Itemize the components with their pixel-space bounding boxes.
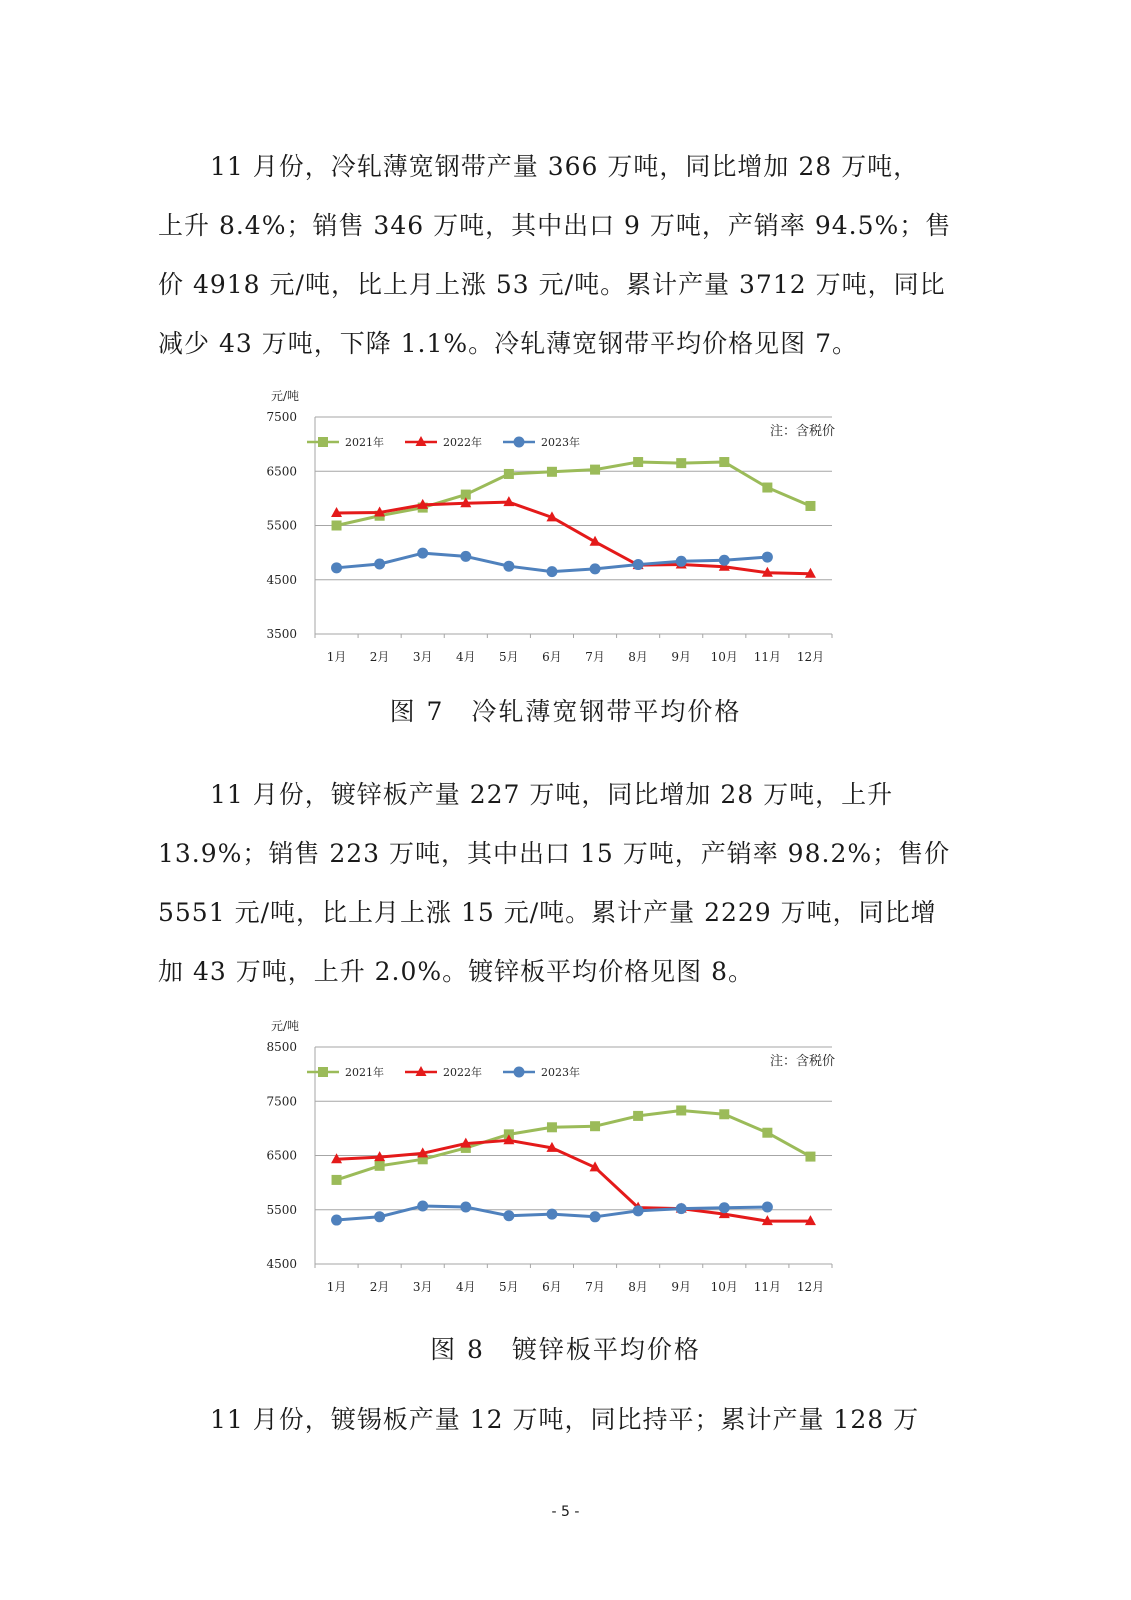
data-point [503,561,514,572]
data-point [590,563,601,574]
legend-label: 2021年 [345,1066,384,1079]
paragraph-galvanized [158,765,970,1001]
x-tick-label: 6月 [542,650,562,664]
paragraph-line: 价 4918 元/吨，比上月上涨 53 元/吨。累计产量 3712 万吨，同比 [158,270,946,299]
data-point [633,457,643,467]
data-point [762,1128,772,1138]
x-tick-label: 8月 [628,650,648,664]
data-point [460,551,471,562]
paragraph-line: 5551 元/吨，比上月上涨 15 元/吨。累计产量 2229 万吨，同比增 [158,898,937,927]
y-tick-label: 4500 [266,572,297,587]
y-tick-label: 3500 [266,627,297,641]
y-tick-label: 7500 [266,1094,297,1109]
data-point [676,1105,686,1115]
paragraph-line: 11 月份，镀锌板产量 227 万吨，同比增加 28 万吨，上升 [210,780,894,809]
data-point [762,1201,773,1212]
legend-label: 2023年 [541,436,580,449]
data-point [546,566,557,577]
data-point [375,1161,385,1171]
paragraph-line: 加 43 万吨，上升 2.0%。镀锌板平均价格见图 8。 [158,957,755,986]
x-tick-label: 6月 [542,1280,562,1294]
paragraph-tinplate [158,1390,970,1449]
data-point [762,483,772,493]
data-point [719,1109,729,1119]
legend-label: 2022年 [443,1066,482,1079]
x-tick-label: 7月 [585,650,605,664]
y-tick-label: 5500 [266,518,297,533]
legend-marker [318,437,328,447]
data-point [331,1215,342,1226]
data-point [374,1211,385,1222]
chart-note: 注：含税价 [769,1054,835,1069]
legend-item [503,1065,580,1079]
data-point [719,555,730,566]
data-point [547,467,557,477]
data-point [547,1122,557,1132]
data-point [374,559,385,570]
legend-item [503,435,580,449]
x-tick-label: 5月 [499,1280,519,1294]
y-tick-label: 5500 [266,1202,297,1217]
x-tick-label: 9月 [671,1280,692,1294]
data-point [460,1202,471,1213]
data-point [805,501,815,511]
data-point [331,562,342,573]
series-2021年 [332,457,816,530]
x-tick-label: 11月 [753,1280,782,1294]
data-point [633,1111,643,1121]
paragraph-line: 减少 43 万吨，下降 1.1%。冷轧薄宽钢带平均价格见图 7。 [158,329,859,358]
legend-item [405,1065,482,1079]
paragraph-line: 13.9%；销售 223 万吨，其中出口 15 万吨，产销率 98.2%；售价 [158,839,951,868]
legend-marker [318,1067,328,1077]
x-tick-label: 4月 [455,1280,476,1294]
data-point [676,458,686,468]
x-tick-label: 12月 [796,1280,825,1294]
data-point [546,1209,557,1220]
data-point [719,1202,730,1213]
legend-marker [514,1067,525,1078]
data-point [590,465,600,475]
series-2023年 [331,548,773,577]
legend-label: 2022年 [443,436,482,449]
x-tick-label: 9月 [671,650,692,664]
y-axis-unit-label: 元/吨 [271,1019,300,1033]
line-chart-galvanized-price [255,1010,865,1310]
data-point [676,556,687,567]
figure-8-caption: 图 8 镀锌板平均价格 [430,1335,701,1364]
series-line [337,1110,811,1179]
data-point [503,1210,514,1221]
x-tick-label: 1月 [326,650,347,664]
legend-item [307,435,384,449]
x-tick-label: 1月 [326,1280,347,1294]
figure-8-chart [255,1010,865,1310]
y-tick-label: 8500 [266,1040,297,1054]
x-tick-label: 7月 [585,1280,605,1294]
data-point [633,1205,644,1216]
data-point [590,1211,601,1222]
paragraph-cold-rolled [158,137,970,373]
data-point [504,469,514,479]
legend-item [307,1065,384,1079]
figure-7-caption: 图 7 冷轧薄宽钢带平均价格 [389,697,742,726]
data-point [805,1152,815,1162]
chart-note: 注：含税价 [769,424,835,439]
x-tick-label: 10月 [710,1280,738,1294]
x-tick-label: 12月 [796,650,825,664]
x-tick-label: 2月 [369,650,390,664]
legend-marker [514,437,525,448]
data-point [590,1121,600,1131]
x-tick-label: 5月 [499,650,519,664]
x-tick-label: 2月 [369,1280,390,1294]
data-point [332,521,342,531]
y-tick-label: 6500 [266,464,297,479]
paragraph-line: 11 月份，镀锡板产量 12 万吨，同比持平；累计产量 128 万 [210,1405,920,1434]
x-tick-label: 11月 [753,650,782,664]
data-point [719,457,729,467]
legend-label: 2023年 [541,1066,580,1079]
paragraph-line: 上升 8.4%；销售 346 万吨，其中出口 9 万吨，产销率 94.5%；售 [158,211,952,240]
data-point [417,1200,428,1211]
y-tick-label: 7500 [266,410,297,424]
x-tick-label: 10月 [710,650,738,664]
paragraph-line: 11 月份，冷轧薄宽钢带产量 366 万吨，同比增加 28 万吨， [210,152,920,181]
x-tick-label: 3月 [412,650,433,664]
series-2021年 [332,1105,816,1184]
x-tick-label: 3月 [412,1280,433,1294]
data-point [633,559,644,570]
y-tick-label: 4500 [266,1257,297,1271]
data-point [332,1175,342,1185]
y-tick-label: 6500 [266,1148,297,1163]
figure-7-chart [255,380,865,680]
data-point [417,548,428,559]
x-tick-label: 4月 [455,650,476,664]
data-point [762,552,773,563]
x-tick-label: 8月 [628,1280,648,1294]
data-point [676,1203,687,1214]
y-axis-unit-label: 元/吨 [271,389,300,403]
series-2022年 [331,496,816,578]
series-line [337,502,811,574]
page-number: - 5 - [551,1504,580,1520]
line-chart-cold-rolled-price [255,380,865,680]
legend-item [405,435,482,449]
legend-label: 2021年 [345,436,384,449]
